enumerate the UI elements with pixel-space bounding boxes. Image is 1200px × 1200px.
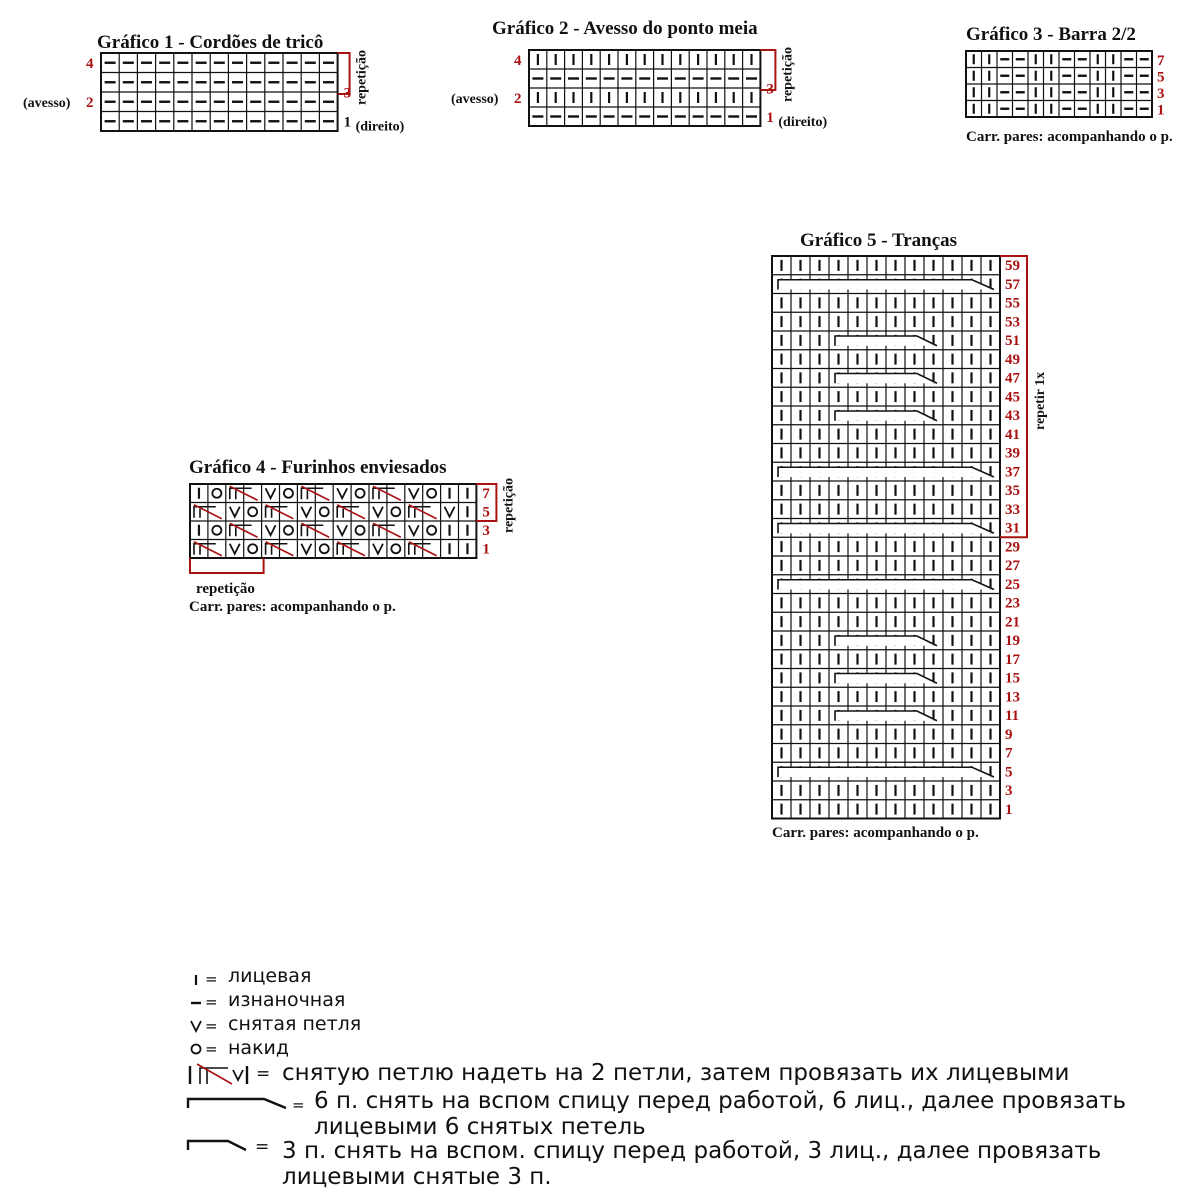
chart4-yarnover — [356, 526, 365, 535]
chart4-slip — [266, 488, 276, 498]
chart4-yarnover — [248, 507, 257, 516]
chart5-cable6 — [778, 467, 994, 477]
chart4-yarnover — [427, 489, 436, 498]
legend-cable6-text — [314, 1088, 1164, 1141]
chart4-row-label: 3 — [482, 523, 490, 539]
legend-pass-over-symbol — [197, 1064, 232, 1084]
legend-slipped-text: снятая петля — [228, 1013, 362, 1035]
chart4-repeat-label-side: repetição — [501, 478, 517, 533]
chart5-row-label: 41 — [1005, 426, 1020, 443]
chart5-row-label: 9 — [1005, 726, 1013, 743]
legend-equals: = — [205, 1040, 218, 1058]
chart4-yarnover — [320, 544, 329, 553]
chart3-title: Gráfico 3 - Barra 2/2 — [966, 24, 1136, 45]
chart4-slip — [373, 507, 383, 517]
chart5-cable3 — [835, 411, 937, 421]
legend-equals: = — [205, 993, 218, 1011]
chart4-pass-over — [373, 488, 395, 499]
legend-pass-over-symbol — [233, 1070, 243, 1080]
chart5-row-label: 51 — [1005, 333, 1020, 349]
chart4-repeat-bracket-bottom — [190, 558, 264, 573]
chart4-repeat-label-bottom: repetição — [196, 581, 255, 597]
chart5-row-label: 27 — [1005, 558, 1020, 574]
legend-cable3-text: 3 п. снять на вспом. спицу перед работой, 3 лиц., далее провязать лицевыми снятые 3 п. — [282, 1138, 1102, 1191]
chart4-yarnover — [284, 489, 293, 498]
chart4-slip — [445, 507, 455, 517]
chart5-row-label: 29 — [1005, 539, 1020, 556]
legend-equals: = — [255, 1137, 270, 1157]
chart5-cable6 — [778, 524, 994, 534]
chart4-slip — [409, 525, 419, 535]
legend-equals: = — [205, 970, 218, 988]
legend-cable3-symbol — [188, 1141, 246, 1150]
chart4-pass-over — [266, 544, 288, 555]
chart5-cable6 — [778, 767, 994, 777]
chart4-yarnover — [320, 507, 329, 516]
chart4-slip — [373, 544, 383, 554]
chart5-cable6 — [778, 280, 994, 290]
chart5-cable3 — [835, 674, 937, 684]
chart5-row-label: 55 — [1005, 295, 1020, 312]
chart5-row-label: 31 — [1005, 520, 1020, 537]
chart1-title: Gráfico 1 - Cordões de tricô — [97, 32, 324, 53]
chart4-slip — [230, 544, 240, 554]
chart2-row-label: 3 — [766, 81, 774, 98]
chart1-row-label: 2 — [86, 95, 94, 111]
chart4-row-label: 7 — [482, 486, 490, 502]
legend-slip-symbol — [191, 1021, 201, 1031]
chart3-note: Carr. pares: acompanhando o p. — [966, 129, 1173, 145]
chart5-row-label: 11 — [1005, 708, 1020, 724]
chart4-pass-over — [409, 507, 431, 518]
legend-purl-text: изнаночная — [228, 989, 346, 1011]
legend-knit-text: лицевая — [228, 965, 312, 987]
chart5-row-label: 1 — [1005, 801, 1013, 818]
legend-cable6-line: 6 п. снять на вспом спицу перед работой, 6 лиц., далее провязать лицевыми 6 снятых петель — [314, 1088, 1127, 1141]
chart4-pass-over — [266, 507, 288, 518]
chart4-yarnover — [427, 526, 436, 535]
chart5-row-label: 53 — [1005, 314, 1020, 331]
chart4-row-label: 1 — [482, 541, 490, 558]
chart5-row-label: 13 — [1005, 689, 1020, 706]
chart3-row-label: 5 — [1157, 69, 1165, 86]
chart1-side-label-direito: (direito) — [355, 119, 405, 135]
chart1-row-label: 4 — [86, 56, 94, 72]
chart5-row-label: 7 — [1005, 745, 1013, 762]
chart5-title: Gráfico 5 - Tranças — [800, 230, 958, 251]
legend-yarnover-symbol — [192, 1045, 201, 1054]
chart4-pass-over — [337, 507, 359, 518]
chart1-repeat-label: repetição — [354, 50, 370, 105]
chart5-row-label: 35 — [1005, 483, 1020, 499]
chart5-row-label: 57 — [1005, 276, 1020, 293]
chart5-row-label: 59 — [1005, 258, 1020, 274]
chart5-cable3 — [835, 711, 937, 721]
chart3-grid-lines — [966, 51, 1152, 117]
chart5-row-label: 5 — [1005, 764, 1013, 781]
chart4-pass-over — [230, 525, 252, 536]
chart5-row-label: 3 — [1005, 783, 1013, 799]
chart1-row-label: 1 — [343, 114, 352, 131]
chart1-row-label: 3 — [343, 85, 352, 102]
chart4-yarnover — [391, 544, 400, 553]
chart4-slip — [266, 525, 276, 535]
chart4-title: Gráfico 4 - Furinhos enviesados — [189, 457, 447, 478]
chart4-slip — [301, 544, 311, 554]
chart2-title: Gráfico 2 - Avesso do ponto meia — [492, 18, 758, 39]
chart1-grid-lines — [101, 53, 338, 131]
chart4-yarnover — [356, 489, 365, 498]
chart2-row-label: 1 — [766, 110, 774, 126]
chart4-slip — [337, 525, 347, 535]
chart5-row-label: 49 — [1005, 351, 1020, 368]
legend-equals: = — [292, 1096, 305, 1114]
chart4-slip — [301, 507, 311, 517]
chart2-repeat-label: repetição — [780, 47, 796, 102]
chart5-row-label: 47 — [1005, 370, 1020, 387]
chart2-row-label: 4 — [514, 53, 522, 69]
chart5-row-label: 23 — [1005, 595, 1020, 612]
chart4-slip — [409, 488, 419, 498]
chart3-row-label: 7 — [1157, 53, 1165, 69]
chart4-row-label: 5 — [482, 504, 490, 521]
chart4-yarnover — [248, 544, 257, 553]
chart3-row-label: 1 — [1157, 102, 1165, 119]
chart4-yarnover — [284, 526, 293, 535]
legend-pass-over-symbol — [200, 1068, 228, 1084]
chart4-pass-over — [301, 525, 323, 536]
chart4-yarnover — [212, 489, 221, 498]
chart4-note: Carr. pares: acompanhando o p. — [189, 599, 396, 615]
legend-pass-over-text: снятую петлю надеть на 2 петли, затем провязать их лицевыми — [282, 1060, 1070, 1086]
chart5-repeat-label: repetir 1x — [1033, 371, 1048, 430]
chart5-cable3 — [835, 336, 937, 346]
chart5-row-label: 15 — [1005, 670, 1020, 687]
legend-equals: = — [205, 1017, 218, 1035]
chart5-row-label: 17 — [1005, 651, 1020, 668]
chart5-note: Carr. pares: acompanhando o p. — [772, 825, 979, 841]
legend-yarnover-text: накид — [228, 1037, 290, 1059]
chart5-cable3 — [835, 636, 937, 646]
chart5-row-label: 45 — [1005, 389, 1020, 406]
chart4-pass-over — [373, 525, 395, 536]
chart3-row-label: 3 — [1157, 86, 1165, 102]
chart2-row-label: 2 — [514, 91, 522, 107]
chart5-row-label: 25 — [1005, 576, 1020, 593]
chart4-grid-lines — [190, 484, 476, 558]
chart5-cable3 — [835, 374, 937, 384]
chart5-row-label: 19 — [1005, 633, 1020, 649]
chart5-row-label: 39 — [1005, 445, 1020, 462]
chart4-pass-over — [301, 488, 323, 499]
chart4-slip — [337, 488, 347, 498]
chart4-yarnover — [391, 507, 400, 516]
chart1-side-label-avesso: (avesso) — [23, 96, 71, 111]
chart4-yarnover — [212, 526, 221, 535]
chart2-side-label-direito: (direito) — [778, 115, 828, 130]
chart4-pass-over — [230, 488, 252, 499]
chart2-side-label-avesso: (avesso) — [451, 92, 499, 107]
chart5-cable6 — [778, 580, 994, 590]
chart4-slip — [230, 507, 240, 517]
chart5-row-label: 33 — [1005, 501, 1020, 518]
legend-cable6-symbol — [188, 1099, 286, 1108]
chart4-pass-over — [194, 544, 216, 555]
chart4-pass-over — [337, 544, 359, 555]
legend-equals: = — [256, 1064, 271, 1084]
chart5-row-label: 21 — [1005, 614, 1020, 631]
chart5-row-label: 37 — [1005, 464, 1020, 481]
chart5-row-label: 43 — [1005, 408, 1020, 424]
chart4-pass-over — [194, 507, 216, 518]
chart4-pass-over — [409, 544, 431, 555]
